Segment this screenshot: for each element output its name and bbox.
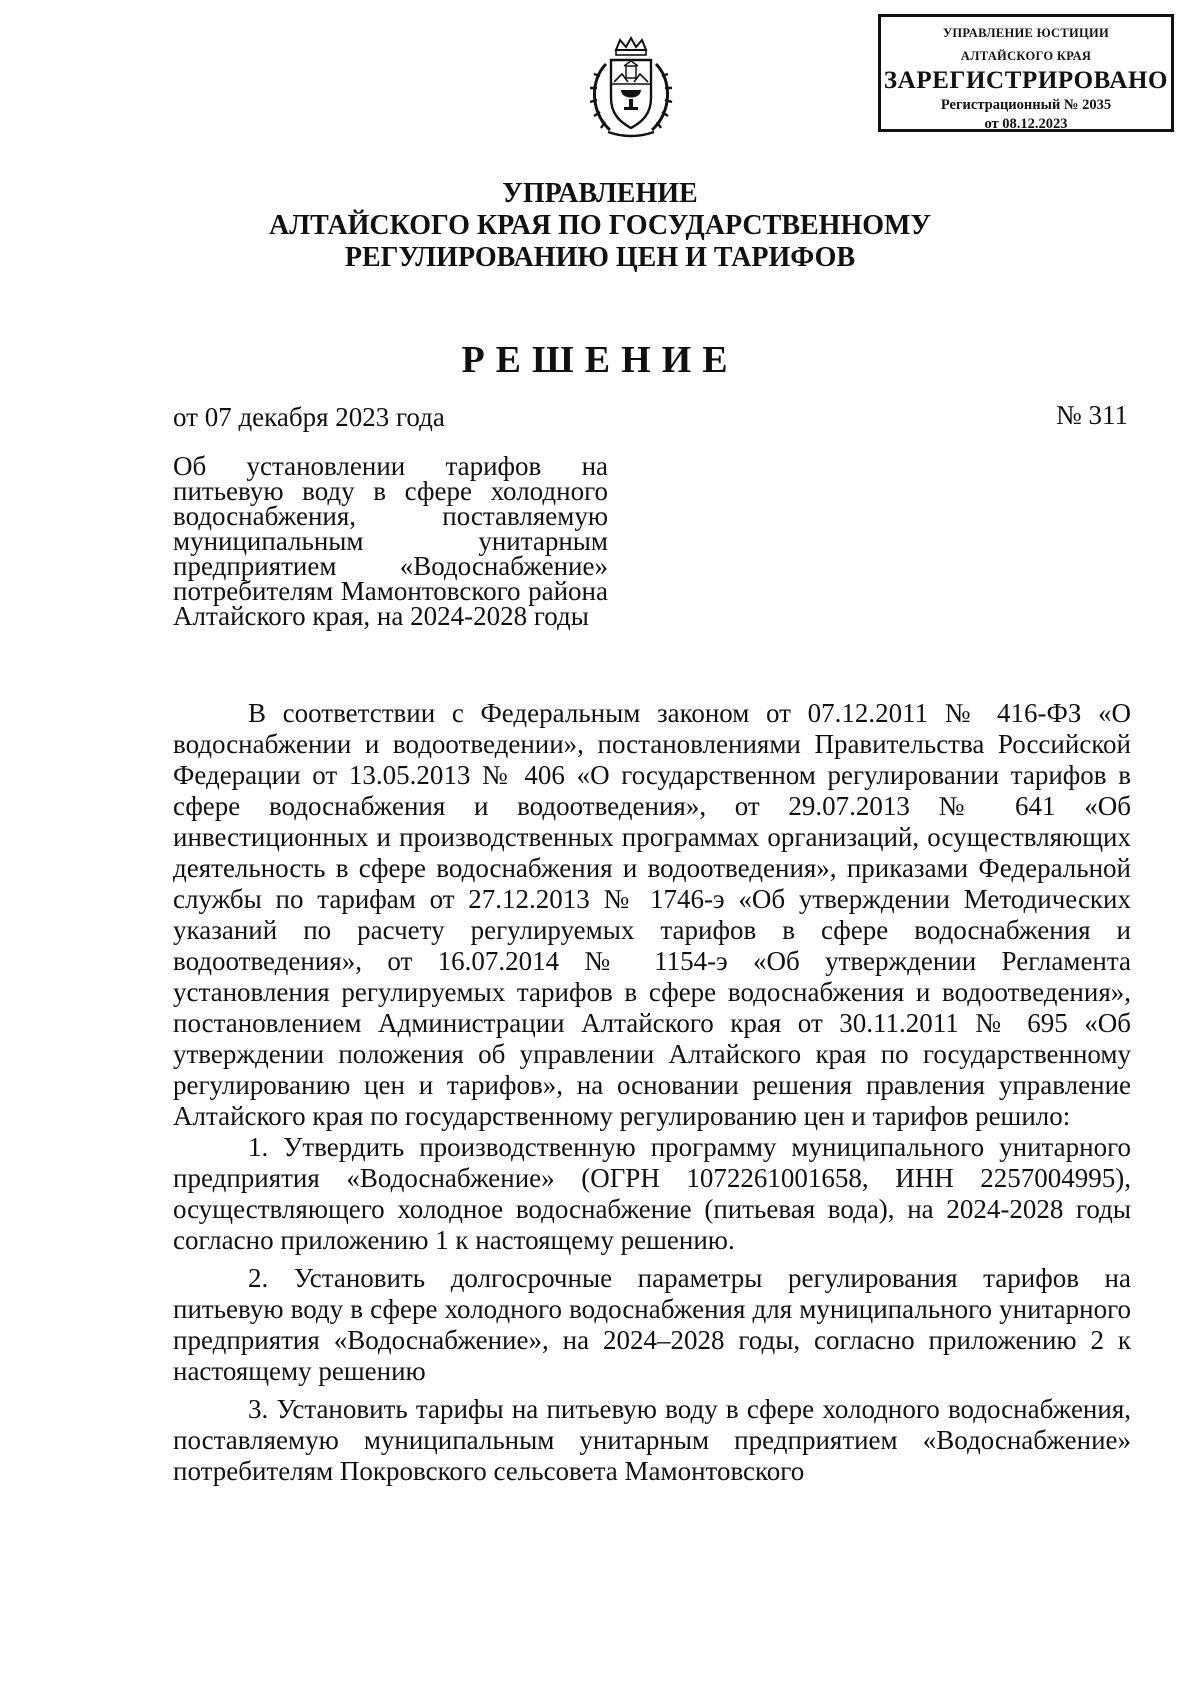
document-body (173, 698, 1131, 1494)
document-title: РЕШЕНИЕ (461, 339, 739, 381)
agency-line3: РЕГУЛИРОВАНИЮ ЦЕН И ТАРИФОВ (344, 242, 856, 273)
item-2-paragraph: 2. Установить долгосрочные параметры регулирования тарифов на питьевую воду в сфере холодного водоснабжения для муниципального унитарного предприятия «Водоснабжение», на 2024–2028 годы, согласно приложению 2 к настоящему решению (173, 1263, 1131, 1386)
preamble-paragraph: В соответствии с Федеральным законом от 07.12.2011 № 416-ФЗ «О водоснабжении и водоотведении», постановлениями Правительства Российской Федерации от 13.05.2013 № 406 «О государственном регулировании тарифов в сфере водоснабжения и водоотведения», от 29.07.2013 № 641 «Об инвестиционных и производственных программах организаций, осуществляющих деятельность в сфере водоснабжения и водоотведения», приказами Федеральной службы по тарифам от 27.12.2013 № 1746-э «Об утверждении Методических указаний по расчету регулируемых тарифов в сфере водоснабжения и водоотведения», от 16.07.2014 № 1154-э «Об утверждении Регламента установления регулируемых тарифов в сфере водоснабжения и водоотведения», постановлением Администрации Алтайского края от 30.11.2011 № 695 «Об утверждении положения об управлении Алтайского края по государственному регулированию цен и тарифов», на основании решения правления управление Алтайского края по государственному регулированию цен и тарифов решило: (173, 698, 1131, 1131)
document-number: № 311 (1055, 400, 1128, 430)
coat-of-arms-icon (586, 36, 676, 140)
stamp-reg-number: Регистрационный № 2035 (940, 97, 1112, 113)
document-date: от 07 декабря 2023 года (173, 402, 445, 432)
registration-stamp (878, 14, 1174, 132)
stamp-org-line1: УПРАВЛЕНИЕ ЮСТИЦИИ (942, 26, 1110, 40)
stamp-reg-date: от 08.12.2023 (984, 116, 1068, 132)
agency-line2: АЛТАЙСКОГО КРАЯ ПО ГОСУДАРСТВЕННОМУ (269, 210, 931, 241)
stamp-status: ЗАРЕГИСТРИРОВАНО (883, 67, 1169, 94)
document-subject: Об установлении тарифов на питьевую воду в сфере холодного водоснабжения, поставляемую муниципальным унитарным предприятием «Водоснабжение» потребителям Мамонтовского района Алтайского края, на 2024-2028 годы (173, 451, 608, 631)
item-1-paragraph: 1. Утвердить производственную программу муниципального унитарного предприятия «Водоснабжение» (ОГРН 1072261001658, ИНН 2257004995), осуществляющего холодное водоснабжение (питьевая вода), на 2024-2028 годы согласно приложению 1 к настоящему решению. (173, 1132, 1131, 1255)
item-3-paragraph: 3. Установить тарифы на питьевую воду в сфере холодного водоснабжения, поставляемую муниципальным унитарным предприятием «Водоснабжение» потребителям Покровского сельсовета Мамонтовского (173, 1394, 1131, 1486)
stamp-org-line2: АЛТАЙСКОГО КРАЯ (960, 49, 1092, 63)
agency-name (0, 178, 1200, 274)
agency-line1: УПРАВЛЕНИЕ (502, 178, 698, 209)
